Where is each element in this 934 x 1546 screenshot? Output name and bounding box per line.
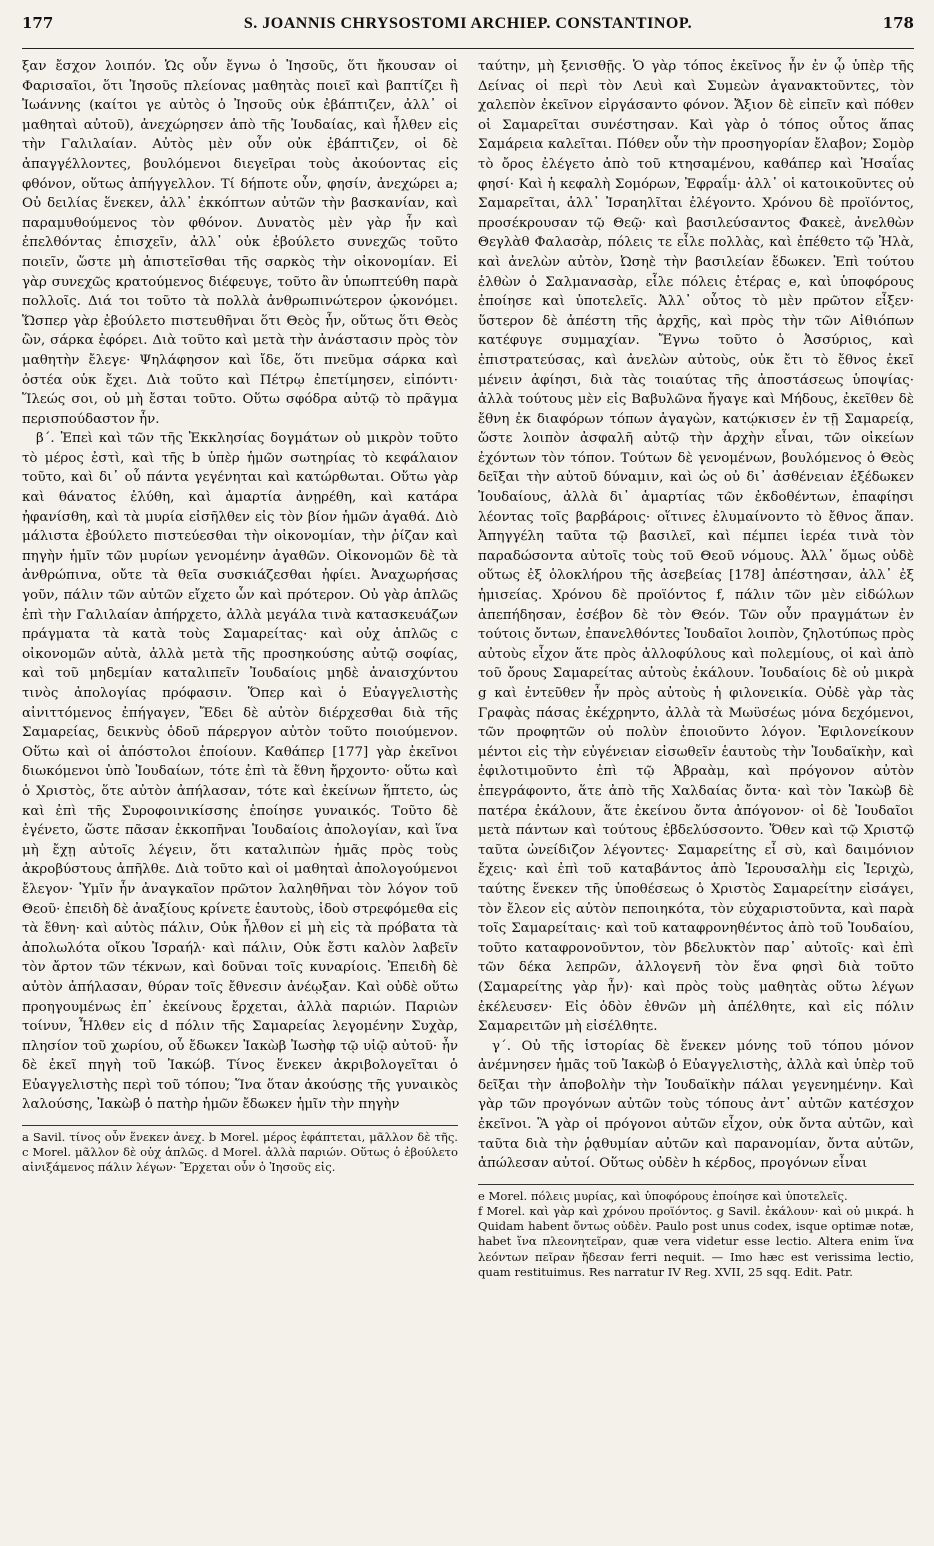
footnotes-right — [478, 1184, 914, 1280]
footnote: f Morel. καὶ γὰρ καὶ χρόνου προϊόντος. g Savil. ἐκάλουν· καὶ οὐ μικρά. h Quidam habent ὄντως οὐδὲν. Paulo post unus codex, isque optimæ notæ, habet ἵνα πλεονητεῖραν, quæ vera videtur esse lectio. Altera enim ἵνα λεόντων πεῖραν ἤδεσαν ferri nequit. — Imo hæc est verissima lectio, quam restituimus. Res narratur IV Reg. XVII, 25 sqq. Edit. Patr. — [478, 1204, 914, 1279]
page-number-left: 177 — [22, 14, 54, 32]
paragraph: γ΄. Οὐ τῆς ἱστορίας δὲ ἕνεκεν μόνης τοῦ τόπου μόνον ἀνέμνησεν ἡμᾶς τοῦ Ἰακὼβ ὁ Εὐαγγελιστὴς, ἀλλὰ καὶ ὑπὲρ τοῦ δεῖξαι τὴν ἀποβολὴν τὴν Ἰουδαϊκὴν πάλαι γεγενημένην. Καὶ γὰρ τῶν προγόνων αὐτῶν τοὺς τόπους ἀντ᾽ αὐτῶν κατέσχον ἐκεῖνοι. Ἃ γὰρ οἱ πρόγονοι αὐτῶν εἶχον, οὐκ ὄντα αὐτῶν, καὶ ταῦτα διὰ τὴν ῥᾳθυμίαν αὐτῶν καὶ παρανομίαν, ὄντα αὐτῶν, ἀπώλεσαν αὐτοί. Οὕτως οὐδὲν h κέρδος, προγόνων εἶναι — [478, 1038, 914, 1172]
paragraph: β΄. Ἐπεὶ καὶ τῶν τῆς Ἐκκλησίας δογμάτων οὐ μικρὸν τοῦτο τὸ μέρος ἐστὶ, καὶ τῆς b ὑπὲρ ἡμῶν σωτηρίας τὸ κεφάλαιον τοῦτο, καὶ δι᾽ οὗ πάντα γεγένηται καὶ κατώρθωται. Οὕτω γὰρ καὶ θάνατος ἐλύθη, καὶ ἁμαρτία ἀνῃρέθη, καὶ κατάρα ἠφανίσθη, καὶ τὰ μυρία εἰσῆλθεν εἰς τὸν βίον ἡμῶν ἀγαθά. Διὸ μάλιστα ἐβούλετο πιστεύεσθαι τὴν οἰκονομίαν, τὴν ῥίζαν καὶ πηγὴν ἡμῖν τῶν μυρίων γενομένην ἀγαθῶν. Οἰκονομῶν δὲ τὰ ἀνθρώπινα, οὔτε τὰ θεῖα συσκιάζεσθαι ἠφίει. Ἀναχωρήσας γοῦν, πάλιν τῶν αὐτῶν εἴχετο ὧν καὶ πρότερον. Οὐ γὰρ ἁπλῶς ἐπὶ τὴν Γαλιλαίαν ἀπήρχετο, ἀλλὰ μεγάλα τινὰ κατασκευάζων πράγματα τὰ κατὰ τοὺς Σαμαρείτας· καὶ οὐχ ἁπλῶς c οἰκονομῶν αὐτὰ, ἀλλὰ μετὰ τῆς προσηκούσης αὐτῷ σοφίας, καὶ τοῦ μηδεμίαν καταλιπεῖν Ἰουδαίοις μηδὲ ἀναισχύντου τινὸς ἀπολογίας πρόφασιν. Ὅπερ καὶ ὁ Εὐαγγελιστὴς αἰνιττόμενος ἐπήγαγεν, Ἔδει δὲ αὐτὸν διέρχεσθαι διὰ τῆς Σαμαρείας, δεικνὺς ὁδοῦ πάρεργον αὐτὸν τοῦτο ποιούμενον. Οὕτω καὶ οἱ ἀπόστολοι ἐποίουν. Καθάπερ [177] γὰρ ἐκεῖνοι διωκόμενοι ὑπὸ Ἰουδαίων, τότε ἐπὶ τὰ ἔθνη ἤρχοντο· οὕτω καὶ ὁ Χριστὸς, ὅτε αὐτὸν ἀπήλασαν, τότε καὶ ἐκείνων ἥπτετο, ὡς καὶ ἐπὶ τῆς Συροφοινικίσσης ἐποίησε γυναικός. Τοῦτο δὲ ἐγένετο, ὥστε πᾶσαν ἐκκοπῆναι Ἰουδαίοις ἀπολογίαν, καὶ ἵνα μὴ ἔχῃ αὐτοῖς λέγειν, ὅτι καταλιπὼν ἡμᾶς πρὸς τοὺς ἀκροβύστους ἀπῆλθε. Διὰ τοῦτο καὶ οἱ μαθηταὶ ἀπολογούμενοι ἔλεγον· Ὑμῖν ἦν ἀναγκαῖον πρῶτον λαληθῆναι τὸν λόγον τοῦ Θεοῦ· ἐπειδὴ δὲ ἀναξίους κρίνετε ἑαυτοὺς, ἰδοὺ στρεφόμεθα εἰς τὰ ἔθνη· καὶ αὐτὸς πάλιν, Οὐκ ἦλθον εἰ μὴ εἰς τὰ πρόβατα τὰ ἀπολωλότα οἴκου Ἰσραήλ· καὶ πάλιν, Οὐκ ἔστι καλὸν λαβεῖν τὸν ἄρτον τῶν τέκνων, καὶ δοῦναι τοῖς κυναρίοις. Ἐπειδὴ δὲ αὐτὸν ἀπήλασαν, θύραν τοῖς ἔθνεσιν ἀνέῳξαν. Καὶ οὐδὲ οὕτω προηγουμένως ἐπ᾽ ἐκείνους ἔρχεται, ἀλλὰ παριών. Παριὼν τοίνυν, Ἦλθεν εἰς d πόλιν τῆς Σαμαρείας λεγομένην Συχὰρ, πλησίον τοῦ χωρίου, οὗ ἔδωκεν Ἰακὼβ Ἰωσὴφ τῷ υἱῷ αὐτοῦ· ἦν δὲ ἐκεῖ πηγὴ τοῦ Ἰακώβ. Τίνος ἕνεκεν ἀκριβολογεῖται ὁ Εὐαγγελιστὴς περὶ τοῦ τόπου; Ἵνα ὅταν ἀκούσῃς τῆς γυναικὸς λαλούσης, Ἰακὼβ ὁ πατὴρ ἡμῶν ἔδωκεν ἡμῖν τὴν πηγὴν — [22, 431, 458, 1113]
paragraph: ξαν ἔσχον λοιπόν. Ὡς οὖν ἔγνω ὁ Ἰησοῦς, ὅτι ἤκουσαν οἱ Φαρισαῖοι, ὅτι Ἰησοῦς πλείονας μαθητὰς ποιεῖ καὶ βαπτίζει ἢ Ἰωάννης (καίτοι γε αὐτὸς ὁ Ἰησοῦς οὐκ ἐβάπτιζεν, ἀλλ᾽ οἱ μαθηταὶ αὐτοῦ), ἀνεχώρησεν ἀπὸ τῆς Ἰουδαίας, καὶ ἦλθεν εἰς τὴν Γαλιλαίαν. Αὐτὸς μὲν οὖν οὐκ ἐβάπτιζεν, οἱ δὲ ἀπαγγέλλοντες, βουλόμενοι διεγεῖραι τοὺς ἀκούοντας εἰς φθόνον, οὕτως ἀπήγγελλον. Τί δήποτε οὖν, φησίν, ἀνεχώρει a; Οὐ δειλίας ἕνεκεν, ἀλλ᾽ ἐκκόπτων αὐτῶν τὴν βασκανίαν, καὶ παραμυθούμενος τὸν φθόνον. Δυνατὸς μὲν γὰρ ἦν καὶ ἐπελθόντας ἐπισχεῖν, ἀλλ᾽ οὐκ ἐβούλετο συνεχῶς τοῦτο ποιεῖν, ὥστε μὴ ἀπιστεῖσθαι τῆς σαρκὸς τὴν οἰκονομίαν. Εἰ γὰρ συνεχῶς κρατούμενος διέφευγε, τοῦτο ἂν ὑπωπτεύθη παρὰ πολλοῖς. Διά τοι τοῦτο τὰ πολλὰ ἀνθρωπινώτερον ᾠκονόμει. Ὥσπερ γὰρ ἐβούλετο πιστευθῆναι ὅτι Θεὸς ἦν, οὕτως ὅτι Θεὸς ὢν, σάρκα ἐφόρει. Διὰ τοῦτο καὶ μετὰ τὴν ἀνάστασιν πρὸς τὸν μαθητὴν ἔλεγε· Ψηλάφησον καὶ ἴδε, ὅτι πνεῦμα σάρκα καὶ ὀστέα οὐκ ἔχει. Διὰ τοῦτο καὶ Πέτρῳ ἐπετίμησεν, εἰπόντι· Ἵλεώς σοι, οὐ μὴ ἔσται τοῦτο. Οὕτω σφόδρα αὐτῷ τὸ πρᾶγμα περισπούδαστον ἦν. — [22, 59, 458, 427]
left-column — [22, 57, 458, 1280]
running-header — [22, 14, 914, 49]
footnotes-left — [22, 1125, 458, 1176]
text-columns — [22, 57, 914, 1280]
footnote: a Savil. τίνος οὖν ἕνεκεν ἀνεχ. b Morel. μέρος ἐφάπτεται, μᾶλλον δὲ τῆς. c Morel. μᾶλλον δὲ οὐχ ἁπλῶς. d Morel. ἀλλὰ παριών. Οὕτως ὁ ἐβούλετο αἰνιξάμενος πάλιν λέγων· Ἔρχεται οὖν ὁ Ἰησοῦς εἰς. — [22, 1130, 458, 1175]
running-title: S. JOANNIS CHRYSOSTOMI ARCHIEP. CONSTANTINOP. — [243, 15, 693, 32]
right-column — [478, 57, 914, 1280]
page-number-right: 178 — [882, 14, 914, 32]
paragraph: ταύτην, μὴ ξενισθῇς. Ὁ γὰρ τόπος ἐκεῖνος ἦν ἐν ᾧ ὑπὲρ τῆς Δείνας οἱ περὶ τὸν Λευὶ καὶ Συμεὼν ἀγανακτοῦντες, τὸν χαλεπὸν ἐκεῖνον εἰργάσαντο φόνον. Ἄξιον δὲ εἰπεῖν καὶ πόθεν οἱ Σαμαρεῖται συνέστησαν. Καὶ γὰρ ὁ τόπος οὗτος ἅπας Σαμάρεια καλεῖται. Πόθεν οὖν τὴν προσηγορίαν ἔλαβον; Σομὸρ τὸ ὄρος ἐλέγετο ἀπὸ τοῦ κτησαμένου, καθάπερ καὶ Ἡσαΐας φησί· Καὶ ἡ κεφαλὴ Σομόρων, Ἐφραΐμ· ἀλλ᾽ οἱ κατοικοῦντες οὐ Σαμαρεῖται, ἀλλ᾽ Ἰσραηλῖται ἐλέγοντο. Χρόνου δὲ προϊόντος, προσέκρουσαν τῷ Θεῷ· καὶ βασιλεύσαντος Φακεὲ, ἀνελθὼν Θεγλὰθ Φαλασὰρ, πόλεις τε εἷλε πολλὰς, καὶ ἐπέθετο τῷ Ἠλὰ, καὶ ἀνελὼν αὐτὸν, Ὠσηὲ τὴν βασιλείαν ἔδωκεν. Ἐπὶ τούτου ἐλθὼν ὁ Σαλμανασὰρ, εἷλε πόλεις ἑτέρας e, καὶ ὑποφόρους ἐποίησε καὶ ὑποτελεῖς. Ἀλλ᾽ οὗτος τὸ μὲν πρῶτον εἶξεν· ὕστερον δὲ ἀπέστη τῆς ἀρχῆς, καὶ πρὸς τὴν τῶν Αἰθιόπων κατέφυγε συμμαχίαν. Ἔγνω τοῦτο ὁ Ἀσσύριος, καὶ ἐπιστρατεύσας, καὶ ἀνελὼν αὐτοὺς, οὐκ ἔτι τὸ ἔθνος ἐκεῖ μένειν ἀφίησι, διὰ τὰς τοιαύτας τῆς ἀποστάσεως ὑποψίας· ἀλλὰ τούτους μὲν εἰς Βαβυλῶνα ἤγαγε καὶ Μήδους, ἐκεῖθεν δὲ ἔθνη ἐκ διαφόρων τόπων ἀγαγὼν, κατῴκισεν ἐν τῇ Σαμαρείᾳ, ὥστε λοιπὸν ἀσφαλῆ αὐτῷ τὴν ἀρχὴν εἶναι, τῶν οἰκείων ἐχόντων τὸν τόπον. Τούτων δὲ γενομένων, βουλόμενος ὁ Θεὸς δεῖξαι τὴν αὐτοῦ δύναμιν, καὶ ὡς οὐ δι᾽ ἀσθένειαν ἐξέδωκεν Ἰουδαίους, ἀλλὰ δι᾽ ἁμαρτίας τῶν ἐκδοθέντων, ἐπαφίησι λέοντας τοῖς βαρβάροις· οἵτινες ἐλυμαίνοντο τὸ ἔθνος ἅπαν. Ἀπηγγέλη ταῦτα τῷ βασιλεῖ, καὶ πέμπει ἱερέα τινὰ τὸν παραδώσοντα αὐτοῖς τοὺς τοῦ Θεοῦ νόμους. Ἀλλ᾽ ὅμως οὐδὲ οὕτως ἐξ ὁλοκλήρου τῆς ἀσεβείας [178] ἀπέστησαν, ἀλλ᾽ ἐξ ἡμισείας. Χρόνου δὲ προϊόντος f, πάλιν τῶν μὲν εἰδώλων ἀπεπήδησαν, ἐσέβον δὲ τὸν Θεόν. Τῶν οὖν πραγμάτων ἐν τούτοις ὄντων, ἐπανελθόντες Ἰουδαῖοι λοιπὸν, ζηλοτύπως πρὸς αὐτοὺς εἶχον ἅτε πρὸς ἀλλοφύλους καὶ πολεμίους, οἱ καὶ ἀπὸ τοῦ ὄρους Σαμαρείτας αὐτοὺς ἐκάλουν. Ἰουδαίοις δὲ οὐ μικρὰ g καὶ ἐντεῦθεν ἦν πρὸς αὐτοὺς ἡ φιλονεικία. Οὐδὲ γὰρ τὰς Γραφὰς πάσας ἐκέχρηντο, ἀλλὰ τὰ Μωϋσέως μόνα δεχόμενοι, τῶν προφητῶν οὐ πολὺν ἐποιοῦντο λόγον. Ἐφιλονείκουν μέντοι εἰς τὴν εὐγένειαν εἰσωθεῖν ἑαυτοὺς τὴν Ἰουδαϊκὴν, καὶ ἐφιλοτιμοῦντο ἐπὶ τῷ Ἀβραὰμ, καὶ πρόγονον αὐτὸν ἐπεγράφοντο, ἅτε ἀπὸ τῆς Χαλδαίας ὄντα· καὶ τὸν Ἰακὼβ δὲ πατέρα ἐκάλουν, ἅτε ἐκείνου ὄντα ἀπόγονον· οἱ δὲ Ἰουδαῖοι μετὰ πάντων καὶ τούτους ἐβδελύσσοντο. Ὅθεν καὶ τῷ Χριστῷ ταῦτα ὠνείδιζον λέγοντες· Σαμαρείτης εἶ σὺ, καὶ δαιμόνιον ἔχεις· καὶ ἐπὶ τοῦ καταβάντος ἀπὸ Ἱερουσαλὴμ εἰς Ἱεριχὼ, ταύτης ἕνεκεν τῆς ὑποθέσεως ὁ Χριστὸς Σαμαρείτην εἰσάγει, τὸν ἔλεον εἰς αὐτὸν πεποιηκότα, τὸν εὐχαριστοῦντα, καὶ παρὰ τοῖς Σαμαρείταις· καὶ τοῦ καταφρονηθέντος ἀπὸ τοῦ Ἰουδαίου, τοῦτο καταφρονοῦντον, τὸν βδελυκτὸν παρ᾽ αὐτοῖς· καὶ ἐπὶ τῶν δέκα λεπρῶν, ἀλλογενῆ τὸν ἕνα φησὶ διὰ τοῦτο (Σαμαρείτης γὰρ ἦν)· καὶ πρὸς τοὺς μαθητὰς οὕτω λέγων ἐκέλευσεν· Εἰς ὁδὸν ἐθνῶν μὴ ἀπέλθητε, καὶ εἰς πόλιν Σαμαρειτῶν μὴ εἰσέλθητε. — [478, 59, 914, 1035]
footnote: e Morel. πόλεις μυρίας, καὶ ὑποφόρους ἐποίησε καὶ ὑποτελεῖς. — [478, 1188, 848, 1203]
